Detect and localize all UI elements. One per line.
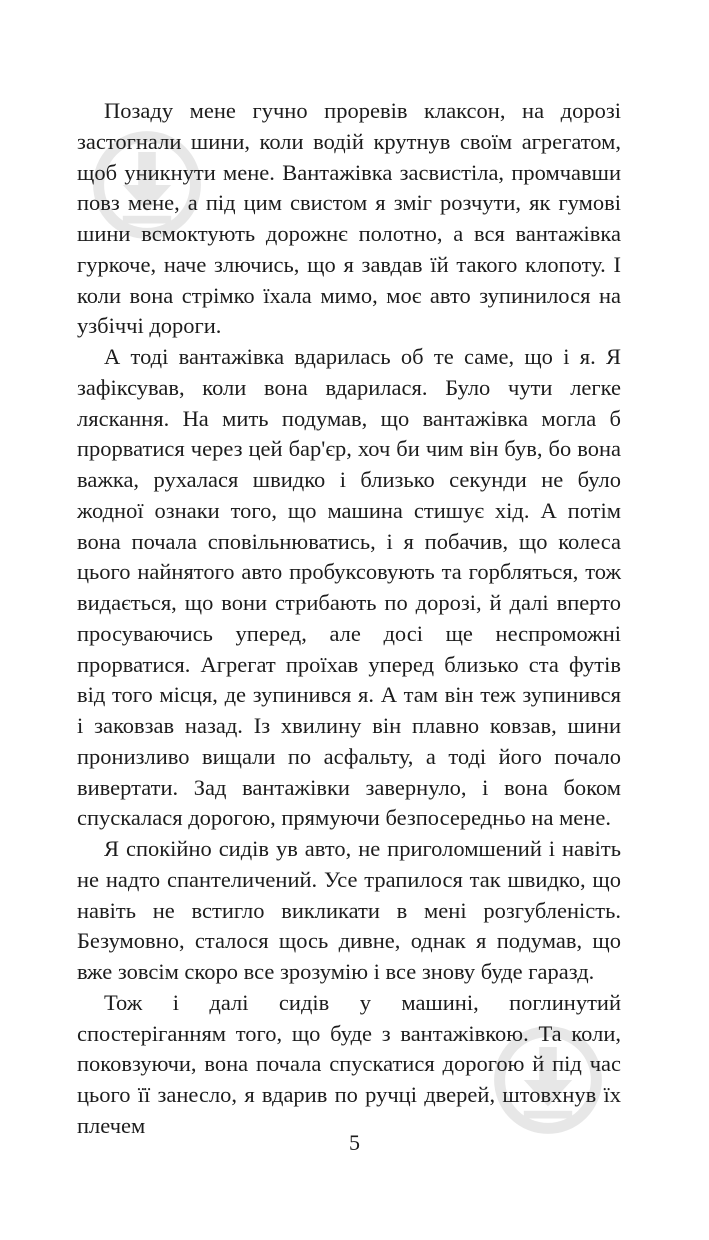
paragraph: А тоді вантажівка вдарилась об те саме, що і я. Я зафіксував, коли вона вдарилася. Було чути легке ляскання. На мить подумав, що вантажівка могла б прорватися через цей бар'єр, хоч би чим він був, бо вона важка, рухалася швидко і близько секунди не було жодної ознаки того, що машина стишує хід. А потім вона почала сповільнюватись, і я побачив, що колеса цього найнятого авто пробуксовують та горбляться, тож видається, що вони стрибають по дорозі, й далі вперто просуваючись уперед, але досі ще неспроможні прорватися. Агрегат проїхав уперед близько ста футів від того місця, де зупинився я. А там він теж зупинився і заковзав назад. Із хвилину він плавно ковзав, шини пронизливо вищали по асфальту, а тоді його почало вивертати. Зад вантажівки завернуло, і вона боком спускалася дорогою, прямуючи безпосередньо на мене. <box>77 344 621 831</box>
paragraph: Тож і далі сидів у машині, поглинутий спостеріганням того, що буде з вантажівкою. Та коли, поковзуючи, вона почала спускатися дорогою й під час цього її занесло, я вдарив по ручці дверей, штовхнув їх плечем <box>77 989 621 1138</box>
paragraph: Позаду мене гучно проревів клаксон, на дорозі застогнали шини, коли водій крутнув своїм агрегатом, щоб уникнути мене. Вантажівка засвистіла, промчавши повз мене, а під цим свистом я зміг розчути, як гумові шини всмоктують дорожнє полотно, а вся вантажівка гуркоче, наче злючись, що я завдав їй такого клопоту. І коли вона стрімко їхала мимо, моє авто зупинилося на узбіччі дороги. <box>77 98 621 339</box>
paragraph: Я спокійно сидів ув авто, не приголомшений і навіть не надто спантеличений. Усе трапилося так швидко, що навіть не встигло викликати в мені розгубленість. Безумовно, сталося щось дивне, однак я подумав, що вже зовсім скоро все зрозумію і все знову буде гаразд. <box>77 836 621 984</box>
body-text <box>77 96 621 1142</box>
page-number: 5 <box>349 1130 360 1155</box>
